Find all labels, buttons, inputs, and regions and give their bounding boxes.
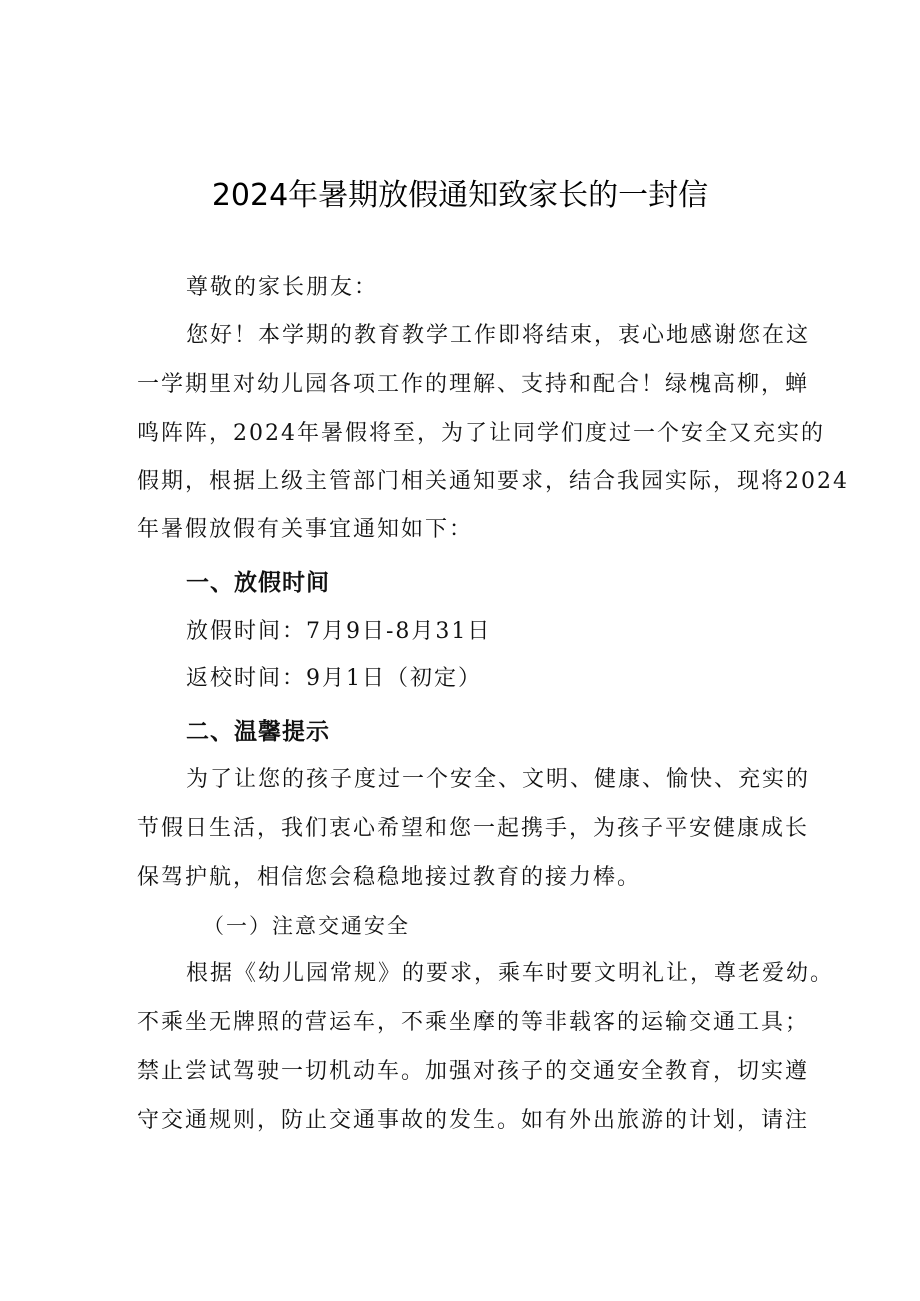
intro-line-1: 您好！本学期的教育教学工作即将结束，衷心地感谢您在这 xyxy=(186,323,811,348)
intro-line-3: 鸣阵阵，2024年暑假将至，为了让同学们度过一个安全又充实的 xyxy=(137,421,825,446)
intro-line-4: 假期，根据上级主管部门相关通知要求，结合我园实际，现将2024 xyxy=(137,469,849,494)
tips-line-3: 保驾护航，相信您会稳稳地接过教育的接力棒。 xyxy=(137,865,642,890)
holiday-dates: 放假时间：7月9日-8月31日 xyxy=(186,619,492,644)
intro-line-5: 年暑假放假有关事宜通知如下： xyxy=(137,517,474,542)
section-heading-tips: 二、温馨提示 xyxy=(186,719,330,745)
return-date: 返校时间：9月1日（初定） xyxy=(186,666,482,691)
intro-line-2: 一学期里对幼儿园各项工作的理解、支持和配合！绿槐高柳，蝉 xyxy=(137,372,810,397)
subsection-traffic-safety: （一）注意交通安全 xyxy=(203,914,410,938)
salutation: 尊敬的家长朋友： xyxy=(186,275,379,300)
traffic-line-2: 不乘坐无牌照的营运车，不乘坐摩的等非载客的运输交通工具； xyxy=(137,1010,810,1035)
traffic-line-4: 守交通规则，防止交通事故的发生。如有外出旅游的计划，请注 xyxy=(137,1108,810,1133)
tips-line-1: 为了让您的孩子度过一个安全、文明、健康、愉快、充实的 xyxy=(186,767,811,792)
traffic-line-1: 根据《幼儿园常规》的要求，乘车时要文明礼让，尊老爱幼。 xyxy=(186,961,835,986)
tips-line-2: 节假日生活，我们衷心希望和您一起携手，为孩子平安健康成长 xyxy=(137,816,810,841)
page-title: 2024年暑期放假通知致家长的一封信 xyxy=(211,178,709,213)
traffic-line-3: 禁止尝试驾驶一切机动车。加强对孩子的交通安全教育，切实遵 xyxy=(137,1059,810,1084)
section-heading-holiday-time: 一、放假时间 xyxy=(186,570,330,596)
